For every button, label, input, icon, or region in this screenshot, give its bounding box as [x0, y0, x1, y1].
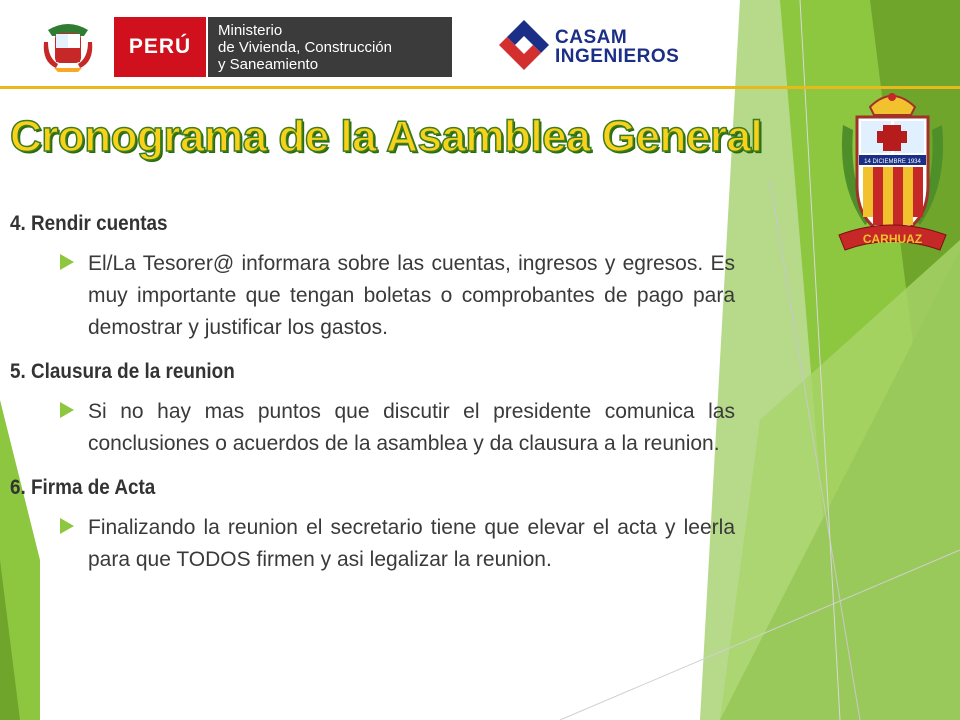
list-item — [60, 248, 735, 344]
bullet-text: El/La Tesorer@ informara sobre las cuentas, ingresos y egresos. Es muy importante que tengan boletas o comprobantes de pago para demostrar y justificar los gastos. — [88, 252, 735, 339]
triangle-bullet-icon — [60, 512, 88, 576]
page-title: Cronograma de la Asamblea General — [10, 112, 763, 161]
list-item — [60, 512, 735, 576]
peru-label: PERÚ — [114, 17, 206, 77]
header-divider — [0, 86, 960, 89]
ministry-name: Ministerio de Vivienda, Construcción y Saneamiento — [206, 17, 452, 77]
bullet-text: Finalizando la reunion el secretario tiene que elevar el acta y leerla para que TODOS firmen y asi legalizar la reunion. — [88, 516, 735, 571]
triangle-bullet-icon — [60, 396, 88, 460]
section-heading: 5. Clausura de la reunion — [10, 360, 235, 383]
section-heading: 6. Firma de Acta — [10, 476, 156, 499]
bullet-text: Si no hay mas puntos que discutir el presidente comunica las conclusiones o acuerdos de la asamblea y da clausura a la reunion. — [88, 400, 735, 455]
crest-banner: CARHUAZ — [862, 232, 923, 246]
agenda-content — [10, 206, 735, 586]
ministry-logo — [114, 17, 452, 77]
casam-logo-icon — [497, 18, 551, 72]
triangle-bullet-icon — [60, 248, 88, 344]
crest-ribbon: 14 DICIEMBRE 1934 — [864, 159, 921, 165]
company-name: CASAM INGENIEROS — [555, 27, 680, 67]
peru-coat-of-arms-icon — [40, 22, 96, 74]
section-heading: 4. Rendir cuentas — [10, 212, 168, 235]
carhuaz-crest-icon — [835, 85, 950, 260]
list-item — [60, 396, 735, 460]
